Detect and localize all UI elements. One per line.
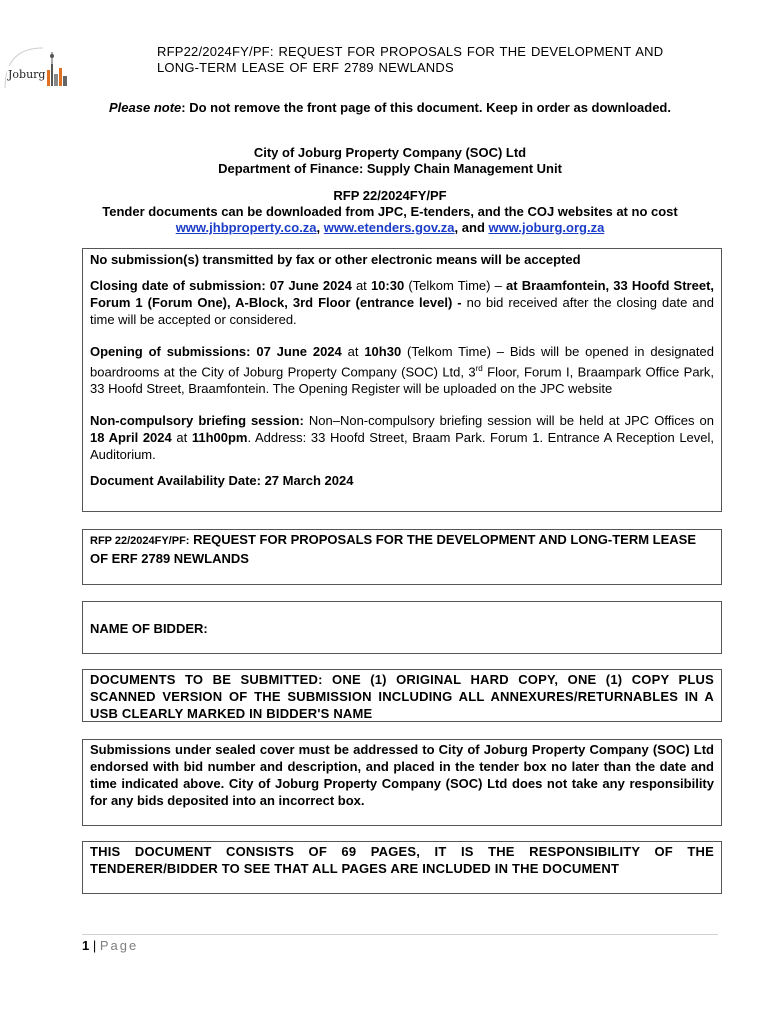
note-label: Please note xyxy=(109,100,182,115)
rfp-prefix: RFP 22/2024FY/PF: xyxy=(90,535,190,547)
opening-rest-1: (Telkom Time) – Bids will be opened in designated boardrooms at the City of Joburg Property Company (SOC) Ltd, 3 xyxy=(90,344,714,380)
page-count-text: THIS DOCUMENT CONSISTS OF 69 PAGES, IT IS THE RESPONSIBILITY OF THE TENDERER/BIDDER TO SEE THAT ALL PAGES ARE INCLUDED IN THE DOCUMENT xyxy=(90,844,714,876)
link-separator-1: , xyxy=(316,220,324,235)
joburg-logo xyxy=(3,44,75,90)
please-note xyxy=(70,100,710,116)
bidder-name-label: NAME OF BIDDER: xyxy=(90,621,208,636)
sealed-cover-text: Submissions under sealed cover must be addressed to City of Joburg Property Company (SOC) Ltd endorsed with bid number and description, and placed in the tender box no later than the date and time indicated above. City of Joburg Property Company (SOC) Ltd does not take any responsibility for any bids deposited into an incorrect box. xyxy=(90,742,714,808)
availability-date: Document Availability Date: 27 March 2024 xyxy=(90,473,354,489)
opening-rest-2: Floor, Forum I, Braampark Office Park, 33 Hoofd Street, Braamfontein. The Opening Register will be uploaded on the JPC website xyxy=(90,364,714,397)
briefing-date: 18 April 2024 xyxy=(90,430,172,446)
header-line-2: LONG-TERM LEASE OF ERF 2789 NEWLANDS xyxy=(157,60,454,75)
department-name: Department of Finance: Supply Chain Management Unit xyxy=(218,161,562,176)
rfp-title: REQUEST FOR PROPOSALS FOR THE DEVELOPMENT AND LONG-TERM LEASE OF ERF 2789 NEWLANDS xyxy=(90,532,696,566)
opening-at: at xyxy=(341,344,365,359)
closing-rest: no bid received after the closing date and time will be accepted or considered. xyxy=(90,295,714,327)
opening-time: 10h30 xyxy=(364,344,402,359)
opening-sup: rd xyxy=(475,364,483,373)
download-text: Tender documents can be downloaded from JPC, E-tenders, and the COJ websites at no cost xyxy=(102,204,678,219)
footer-divider xyxy=(82,934,718,935)
briefing-text-1: Non–Non-compulsory briefing session will be held at JPC Offices on xyxy=(303,413,714,429)
download-info xyxy=(70,204,710,236)
page-count-box xyxy=(82,841,722,894)
rfp-block xyxy=(70,188,710,236)
closing-place: at Braamfontein, 33 Hoofd Street, Forum 1 (Forum One), A-Block, 3rd Floor (entrance level) - xyxy=(90,278,715,310)
closing-at: at xyxy=(351,278,371,293)
running-header xyxy=(157,44,727,76)
company-name: City of Joburg Property Company (SOC) Ltd xyxy=(253,145,527,160)
documents-to-submit-box xyxy=(82,669,722,722)
logo-text: Joburg xyxy=(8,68,46,81)
briefing-paragraph xyxy=(90,412,714,463)
briefing-at: at xyxy=(171,430,192,446)
closing-label: Closing date of submission: 07 June 2024 xyxy=(90,278,352,293)
documents-to-submit-text: DOCUMENTS TO BE SUBMITTED: ONE (1) ORIGINAL HARD COPY, ONE (1) COPY PLUS SCANNED VERSION OF THE SUBMISSION INCLUDING ALL ANNEXURES/RETURNABLES IN A USB CLEARLY MARKED IN BIDDER'S NAME xyxy=(90,672,714,721)
joburg-link[interactable]: www.joburg.org.za xyxy=(488,220,605,235)
footer-separator: | xyxy=(89,938,100,953)
page-label: Page xyxy=(99,938,139,953)
header-line-1: RFP22/2024FY/PF: REQUEST FOR PROPOSALS FOR THE DEVELOPMENT AND xyxy=(157,44,664,59)
sealed-cover-box xyxy=(82,739,722,826)
opening-paragraph xyxy=(90,343,714,397)
briefing-label: Non-compulsory briefing session: xyxy=(90,413,304,429)
closing-time: 10:30 xyxy=(370,278,405,293)
briefing-time: 11h00pm xyxy=(191,430,248,446)
company-block xyxy=(70,145,710,177)
page-footer xyxy=(82,938,138,954)
etenders-link[interactable]: www.etenders.gov.za xyxy=(323,220,455,235)
closing-date-paragraph xyxy=(90,277,714,328)
closing-tz: (Telkom Time) – xyxy=(404,278,507,293)
briefing-text-2: . Address: 33 Hoofd Street, Braam Park. Forum 1. Entrance A Reception Level, Auditorium. xyxy=(90,430,715,463)
page-number: 1 xyxy=(82,938,90,953)
jhbproperty-link[interactable]: www.jhbproperty.co.za xyxy=(175,220,317,235)
rfp-number: RFP 22/2024FY/PF xyxy=(333,188,447,203)
bidder-name-box[interactable] xyxy=(82,601,722,654)
note-text: : Do not remove the front page of this document. Keep in order as downloaded. xyxy=(181,100,671,115)
rfp-title-box xyxy=(82,529,722,585)
no-fax-notice: No submission(s) transmitted by fax or other electronic means will be accepted xyxy=(90,252,581,267)
link-separator-2: , and xyxy=(454,220,489,235)
opening-label: Opening of submissions: 07 June 2024 xyxy=(90,344,342,359)
submission-details-box xyxy=(82,248,722,512)
